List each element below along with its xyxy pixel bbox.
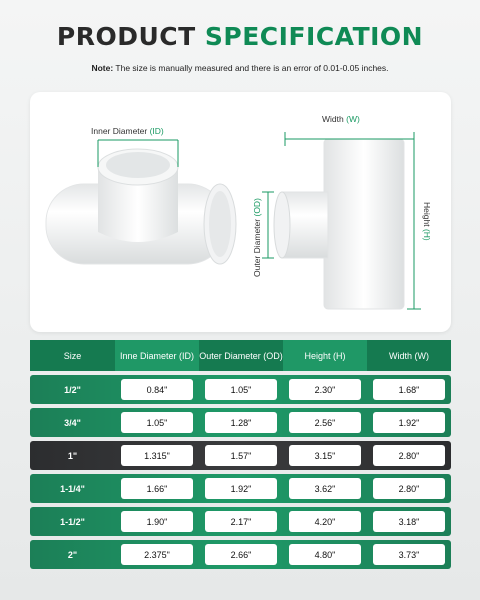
tee-left-image [46, 140, 236, 264]
size-cell: 1-1/2" [60, 516, 85, 527]
inner-diameter-text: Inner Diameter [91, 126, 148, 136]
id-cell: 1.315" [121, 445, 193, 466]
width-cell: 2.80" [373, 445, 445, 466]
size-cell: 2" [67, 549, 78, 560]
header-size: Size [30, 340, 115, 371]
height-cell: 4.80" [289, 544, 361, 565]
od-cell: 1.28" [205, 412, 277, 433]
height-abbr: (H) [422, 228, 432, 241]
title-part-1: PRODUCT [56, 22, 196, 51]
title-part-2: SPECIFICATION [204, 22, 424, 51]
width-cell: 3.73" [373, 544, 445, 565]
width-cell: 3.18" [373, 511, 445, 532]
width-text: Width [322, 114, 344, 124]
height-label [422, 202, 432, 241]
outer-diameter-abbr: (OD) [252, 198, 262, 217]
width-cell: 1.68" [373, 379, 445, 400]
note-label: Note: [91, 63, 114, 73]
id-cell: 0.84" [121, 379, 193, 400]
od-cell: 2.17" [205, 511, 277, 532]
height-cell: 4.20" [289, 511, 361, 532]
od-cell: 1.57" [205, 445, 277, 466]
width-cell: 2.80" [373, 478, 445, 499]
size-cell: 3/4" [64, 417, 81, 428]
size-cell: 1" [67, 450, 78, 461]
header-width: Width (W) [367, 340, 451, 371]
table-row [30, 441, 451, 470]
id-cell: 1.90" [121, 511, 193, 532]
height-cell: 2.56" [289, 412, 361, 433]
inner-diameter-label [91, 126, 164, 136]
size-cell: 1-1/4" [60, 483, 85, 494]
inner-diameter-abbr: (ID) [149, 126, 164, 136]
height-text: Height [422, 202, 432, 227]
width-abbr: (W) [346, 114, 360, 124]
height-cell: 2.30" [289, 379, 361, 400]
height-cell: 3.15" [289, 445, 361, 466]
size-cell: 1/2" [64, 384, 81, 395]
outer-diameter-label [252, 198, 262, 277]
width-label [322, 114, 360, 124]
tee-right-image [262, 132, 421, 309]
table-row [30, 408, 451, 437]
page-title [0, 22, 480, 51]
header-outer-diameter: Outer Diameter (OD) [199, 340, 283, 371]
width-cell: 1.92" [373, 412, 445, 433]
outer-diameter-text: Outer Diameter [252, 218, 262, 277]
table-row [30, 474, 451, 503]
header-height: Height (H) [283, 340, 367, 371]
table-row [30, 507, 451, 536]
height-cell: 3.62" [289, 478, 361, 499]
id-cell: 2.375" [121, 544, 193, 565]
od-cell: 1.05" [205, 379, 277, 400]
diagram-card [30, 92, 451, 332]
measurement-note [0, 63, 480, 73]
od-cell: 2.66" [205, 544, 277, 565]
table-row [30, 375, 451, 404]
table-row [30, 540, 451, 569]
note-text: The size is manually measured and there is an error of 0.01-0.05 inches. [115, 63, 389, 73]
id-cell: 1.05" [121, 412, 193, 433]
table-header [30, 340, 451, 371]
id-cell: 1.66" [121, 478, 193, 499]
od-cell: 1.92" [205, 478, 277, 499]
header-inner-diameter: Inne Diameter (ID) [115, 340, 199, 371]
